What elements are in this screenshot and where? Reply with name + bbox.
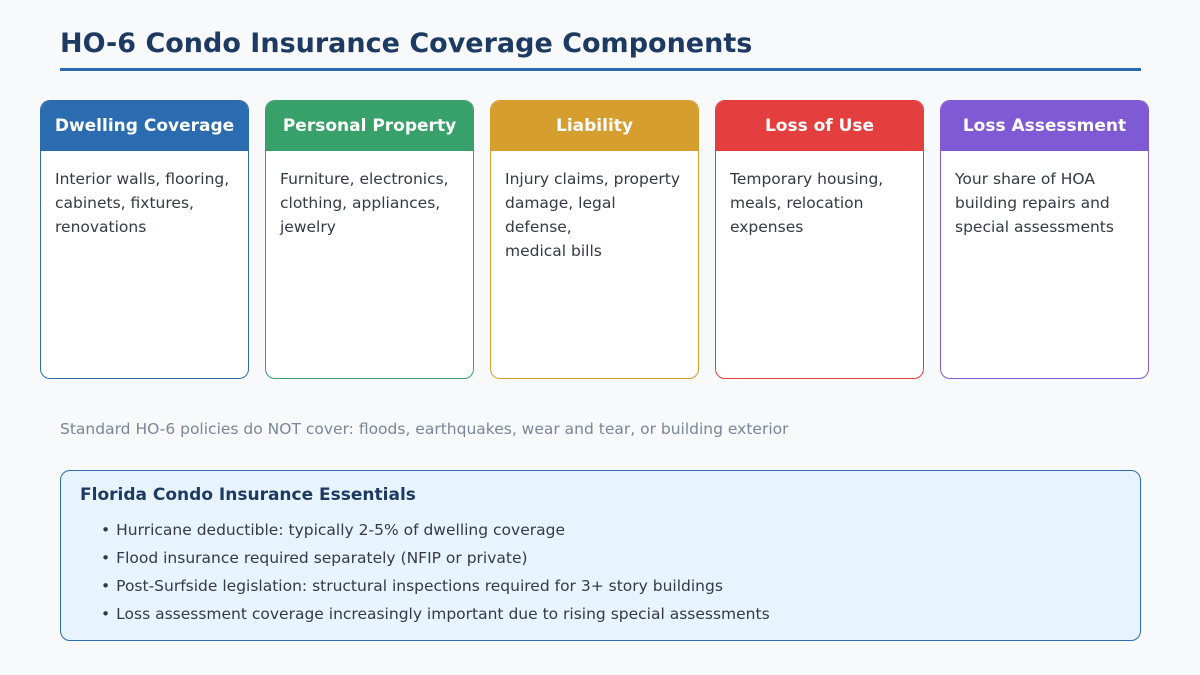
card-header: Loss Assessment — [941, 101, 1148, 151]
list-item: • Flood insurance required separately (NFIP or private) — [101, 549, 528, 567]
exclusions-note: Standard HO-6 policies do NOT cover: floods, earthquakes, wear and tear, or building exterior — [60, 420, 789, 438]
card-line: jewelry — [280, 218, 336, 236]
bullet-icon: • — [101, 549, 111, 567]
card-line: Temporary housing, — [730, 170, 884, 188]
card-line: damage, legal defense, — [505, 194, 616, 236]
bullet-icon: • — [101, 521, 111, 539]
title-underline — [60, 68, 1141, 71]
list-item: • Post-Surfside legislation: structural inspections required for 3+ story buildings — [101, 577, 723, 595]
card-line: renovations — [55, 218, 147, 236]
essentials-list — [101, 518, 770, 630]
card-line: Furniture, electronics, — [280, 170, 449, 188]
card-line: Your share of HOA — [955, 170, 1095, 188]
card-header: Liability — [491, 101, 698, 151]
essentials-title: Florida Condo Insurance Essentials — [80, 485, 416, 505]
card-description — [266, 151, 473, 239]
list-item: • Hurricane deductible: typically 2-5% of dwelling coverage — [101, 521, 565, 539]
bullet-icon: • — [101, 605, 111, 623]
bullet-icon: • — [101, 577, 111, 595]
page-title: HO-6 Condo Insurance Coverage Components — [60, 28, 753, 59]
card-description — [491, 151, 698, 263]
card-loss-assessment — [940, 100, 1149, 379]
card-line: cabinets, fixtures, — [55, 194, 194, 212]
list-item: • Loss assessment coverage increasingly important due to rising special assessments — [101, 605, 770, 623]
card-description — [716, 151, 923, 239]
florida-essentials-box — [60, 470, 1141, 641]
card-personal-property — [265, 100, 474, 379]
card-line: expenses — [730, 218, 804, 236]
card-header: Personal Property — [266, 101, 473, 151]
card-header: Loss of Use — [716, 101, 923, 151]
card-line: Injury claims, property — [505, 170, 681, 188]
card-line: meals, relocation — [730, 194, 864, 212]
card-description — [941, 151, 1148, 239]
card-description — [41, 151, 248, 239]
card-header: Dwelling Coverage — [41, 101, 248, 151]
card-line: building repairs and — [955, 194, 1110, 212]
card-line: Interior walls, flooring, — [55, 170, 230, 188]
card-liability — [490, 100, 699, 379]
card-line: clothing, appliances, — [280, 194, 441, 212]
card-loss-of-use — [715, 100, 924, 379]
card-line: special assessments — [955, 218, 1114, 236]
card-dwelling-coverage — [40, 100, 249, 379]
card-line: medical bills — [505, 242, 602, 260]
